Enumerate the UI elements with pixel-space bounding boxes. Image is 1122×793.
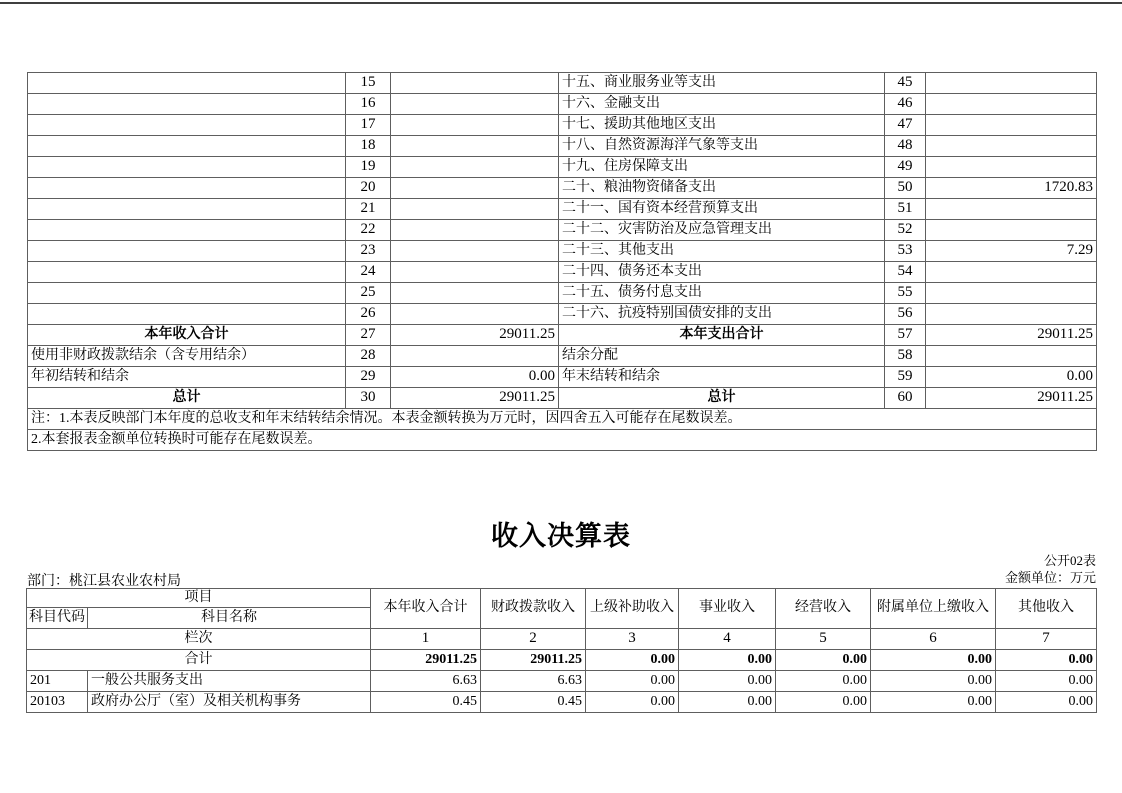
amount-cell: 0.00 bbox=[586, 671, 679, 692]
balance-summary-table bbox=[27, 72, 1097, 451]
right-line-no-cell: 54 bbox=[885, 262, 926, 283]
right-amount-cell bbox=[926, 94, 1097, 115]
column-index-cell: 7 bbox=[996, 629, 1097, 650]
income-table-title: 收入决算表 bbox=[491, 521, 631, 551]
unit-label: 金额单位：万元 bbox=[1004, 570, 1096, 585]
left-line-no-cell: 25 bbox=[346, 283, 391, 304]
table-row bbox=[28, 94, 1097, 115]
header-col-fiscal-appropriation: 财政拨款收入 bbox=[481, 589, 586, 629]
table-note-1: 注：1.本表反映部门本年度的总收支和年末结转结余情况。本表金额转换为万元时，因四舍五入可能存在尾数误差。 bbox=[28, 409, 1097, 430]
table-row-grand-total bbox=[28, 388, 1097, 409]
header-col-other-income: 其他收入 bbox=[996, 589, 1097, 629]
amount-cell: 6.63 bbox=[481, 671, 586, 692]
left-amount-cell bbox=[391, 115, 559, 136]
form-number: 公开02表 bbox=[1043, 553, 1096, 568]
left-label-cell bbox=[28, 220, 346, 241]
right-amount-cell: 7.29 bbox=[926, 241, 1097, 262]
table-row bbox=[28, 220, 1097, 241]
right-amount-cell bbox=[926, 220, 1097, 241]
right-line-no-cell: 59 bbox=[885, 367, 926, 388]
right-amount-cell bbox=[926, 199, 1097, 220]
header-project: 项目 bbox=[27, 589, 371, 608]
table-row bbox=[28, 283, 1097, 304]
table-row bbox=[27, 671, 1097, 692]
right-label-cell: 二十、粮油物资储备支出 bbox=[559, 178, 885, 199]
left-line-no-cell: 29 bbox=[346, 367, 391, 388]
amount-cell: 0.45 bbox=[481, 692, 586, 713]
left-amount-cell bbox=[391, 220, 559, 241]
header-col-operational-income: 事业收入 bbox=[679, 589, 776, 629]
table-row bbox=[28, 304, 1097, 325]
right-amount-cell bbox=[926, 262, 1097, 283]
amount-cell: 0.00 bbox=[996, 692, 1097, 713]
subject-name-cell: 合计 bbox=[27, 650, 371, 671]
column-index-cell: 6 bbox=[871, 629, 996, 650]
right-label-cell: 二十五、债务付息支出 bbox=[559, 283, 885, 304]
column-index-cell: 2 bbox=[481, 629, 586, 650]
header-lanci: 栏次 bbox=[27, 629, 371, 650]
amount-cell: 0.00 bbox=[586, 692, 679, 713]
right-amount-cell bbox=[926, 157, 1097, 178]
right-amount-cell bbox=[926, 136, 1097, 157]
left-label-cell bbox=[28, 241, 346, 262]
table-row-total-income bbox=[28, 325, 1097, 346]
table-row bbox=[27, 692, 1097, 713]
left-amount-cell bbox=[391, 304, 559, 325]
left-amount-cell bbox=[391, 199, 559, 220]
right-line-no-cell: 45 bbox=[885, 73, 926, 94]
left-label-cell bbox=[28, 304, 346, 325]
table-note-2: 2.本套报表金额单位转换时可能存在尾数误差。 bbox=[28, 430, 1097, 451]
amount-cell: 0.00 bbox=[871, 650, 996, 671]
right-line-no-cell: 60 bbox=[885, 388, 926, 409]
right-label-cell: 二十三、其他支出 bbox=[559, 241, 885, 262]
amount-cell: 0.45 bbox=[371, 692, 481, 713]
right-label-cell: 二十四、债务还本支出 bbox=[559, 262, 885, 283]
amount-cell: 0.00 bbox=[996, 671, 1097, 692]
table-row bbox=[28, 136, 1097, 157]
amount-cell: 0.00 bbox=[871, 671, 996, 692]
left-label-cell bbox=[28, 178, 346, 199]
right-line-no-cell: 49 bbox=[885, 157, 926, 178]
column-index-cell: 1 bbox=[371, 629, 481, 650]
right-line-no-cell: 55 bbox=[885, 283, 926, 304]
left-label-cell: 总计 bbox=[28, 388, 346, 409]
left-label-cell: 年初结转和结余 bbox=[28, 367, 346, 388]
amount-cell: 0.00 bbox=[679, 650, 776, 671]
right-label-cell: 十九、住房保障支出 bbox=[559, 157, 885, 178]
right-label-cell: 总计 bbox=[559, 388, 885, 409]
right-amount-cell: 0.00 bbox=[926, 367, 1097, 388]
right-line-no-cell: 52 bbox=[885, 220, 926, 241]
left-amount-cell bbox=[391, 262, 559, 283]
left-label-cell bbox=[28, 283, 346, 304]
right-line-no-cell: 57 bbox=[885, 325, 926, 346]
left-label-cell bbox=[28, 94, 346, 115]
amount-cell: 0.00 bbox=[871, 692, 996, 713]
department-label: 部门：桃江县农业农村局 bbox=[27, 574, 181, 589]
amount-cell: 6.63 bbox=[371, 671, 481, 692]
table-row bbox=[28, 241, 1097, 262]
left-line-no-cell: 18 bbox=[346, 136, 391, 157]
right-label-cell: 二十二、灾害防治及应急管理支出 bbox=[559, 220, 885, 241]
table-row bbox=[28, 73, 1097, 94]
right-amount-cell: 29011.25 bbox=[926, 388, 1097, 409]
left-label-cell bbox=[28, 136, 346, 157]
left-line-no-cell: 17 bbox=[346, 115, 391, 136]
table-row bbox=[28, 367, 1097, 388]
left-amount-cell: 0.00 bbox=[391, 367, 559, 388]
table-row bbox=[28, 157, 1097, 178]
table-row bbox=[28, 115, 1097, 136]
left-line-no-cell: 22 bbox=[346, 220, 391, 241]
left-amount-cell bbox=[391, 346, 559, 367]
header-subject-name: 科目名称 bbox=[88, 608, 371, 629]
note-row bbox=[28, 430, 1097, 451]
right-line-no-cell: 53 bbox=[885, 241, 926, 262]
left-line-no-cell: 24 bbox=[346, 262, 391, 283]
left-line-no-cell: 19 bbox=[346, 157, 391, 178]
header-row-column-index bbox=[27, 629, 1097, 650]
left-line-no-cell: 15 bbox=[346, 73, 391, 94]
amount-cell: 0.00 bbox=[776, 692, 871, 713]
left-line-no-cell: 16 bbox=[346, 94, 391, 115]
column-index-cell: 5 bbox=[776, 629, 871, 650]
right-line-no-cell: 56 bbox=[885, 304, 926, 325]
header-col-affiliate-remittance: 附属单位上缴收入 bbox=[871, 589, 996, 629]
right-line-no-cell: 50 bbox=[885, 178, 926, 199]
column-index-cell: 4 bbox=[679, 629, 776, 650]
left-label-cell bbox=[28, 73, 346, 94]
right-label-cell: 年末结转和结余 bbox=[559, 367, 885, 388]
left-label-cell: 使用非财政拨款结余（含专用结余） bbox=[28, 346, 346, 367]
left-amount-cell: 29011.25 bbox=[391, 325, 559, 346]
amount-cell: 0.00 bbox=[679, 671, 776, 692]
right-label-cell: 本年支出合计 bbox=[559, 325, 885, 346]
right-label-cell: 十五、商业服务业等支出 bbox=[559, 73, 885, 94]
right-amount-cell bbox=[926, 304, 1097, 325]
amount-cell: 0.00 bbox=[586, 650, 679, 671]
right-label-cell: 二十一、国有资本经营预算支出 bbox=[559, 199, 885, 220]
header-col-total-income: 本年收入合计 bbox=[371, 589, 481, 629]
left-label-cell bbox=[28, 262, 346, 283]
table-row bbox=[28, 178, 1097, 199]
left-amount-cell bbox=[391, 178, 559, 199]
right-label-cell: 十七、援助其他地区支出 bbox=[559, 115, 885, 136]
table-row bbox=[28, 262, 1097, 283]
right-line-no-cell: 47 bbox=[885, 115, 926, 136]
left-amount-cell: 29011.25 bbox=[391, 388, 559, 409]
left-amount-cell bbox=[391, 283, 559, 304]
left-line-no-cell: 21 bbox=[346, 199, 391, 220]
left-amount-cell bbox=[391, 73, 559, 94]
right-amount-cell bbox=[926, 283, 1097, 304]
right-amount-cell bbox=[926, 115, 1097, 136]
right-label-cell: 十六、金融支出 bbox=[559, 94, 885, 115]
left-line-no-cell: 30 bbox=[346, 388, 391, 409]
right-amount-cell: 1720.83 bbox=[926, 178, 1097, 199]
header-row-project bbox=[27, 589, 1097, 608]
right-amount-cell bbox=[926, 73, 1097, 94]
header-col-superior-subsidy: 上级补助收入 bbox=[586, 589, 679, 629]
left-label-cell: 本年收入合计 bbox=[28, 325, 346, 346]
subject-code-cell: 20103 bbox=[27, 692, 88, 713]
left-amount-cell bbox=[391, 157, 559, 178]
left-amount-cell bbox=[391, 241, 559, 262]
amount-cell: 0.00 bbox=[679, 692, 776, 713]
amount-cell: 29011.25 bbox=[481, 650, 586, 671]
subject-code-cell: 201 bbox=[27, 671, 88, 692]
left-line-no-cell: 27 bbox=[346, 325, 391, 346]
table-row bbox=[28, 346, 1097, 367]
right-label-cell: 结余分配 bbox=[559, 346, 885, 367]
right-line-no-cell: 58 bbox=[885, 346, 926, 367]
left-label-cell bbox=[28, 199, 346, 220]
left-line-no-cell: 20 bbox=[346, 178, 391, 199]
left-line-no-cell: 26 bbox=[346, 304, 391, 325]
left-amount-cell bbox=[391, 136, 559, 157]
amount-cell: 0.00 bbox=[776, 650, 871, 671]
subject-name-cell: 政府办公厅（室）及相关机构事务 bbox=[88, 692, 371, 713]
right-amount-cell: 29011.25 bbox=[926, 325, 1097, 346]
header-subject-code: 科目代码 bbox=[27, 608, 88, 629]
left-amount-cell bbox=[391, 94, 559, 115]
amount-cell: 0.00 bbox=[776, 671, 871, 692]
left-label-cell bbox=[28, 157, 346, 178]
table-row bbox=[28, 199, 1097, 220]
right-label-cell: 二十六、抗疫特别国债安排的支出 bbox=[559, 304, 885, 325]
top-rule bbox=[0, 2, 1122, 4]
income-table bbox=[26, 588, 1097, 713]
right-line-no-cell: 46 bbox=[885, 94, 926, 115]
column-index-cell: 3 bbox=[586, 629, 679, 650]
right-line-no-cell: 48 bbox=[885, 136, 926, 157]
amount-cell: 0.00 bbox=[996, 650, 1097, 671]
left-line-no-cell: 28 bbox=[346, 346, 391, 367]
left-label-cell bbox=[28, 115, 346, 136]
note-row bbox=[28, 409, 1097, 430]
header-col-business-income: 经营收入 bbox=[776, 589, 871, 629]
left-line-no-cell: 23 bbox=[346, 241, 391, 262]
amount-cell: 29011.25 bbox=[371, 650, 481, 671]
right-label-cell: 十八、自然资源海洋气象等支出 bbox=[559, 136, 885, 157]
right-line-no-cell: 51 bbox=[885, 199, 926, 220]
table-row-total bbox=[27, 650, 1097, 671]
right-amount-cell bbox=[926, 346, 1097, 367]
subject-name-cell: 一般公共服务支出 bbox=[88, 671, 371, 692]
